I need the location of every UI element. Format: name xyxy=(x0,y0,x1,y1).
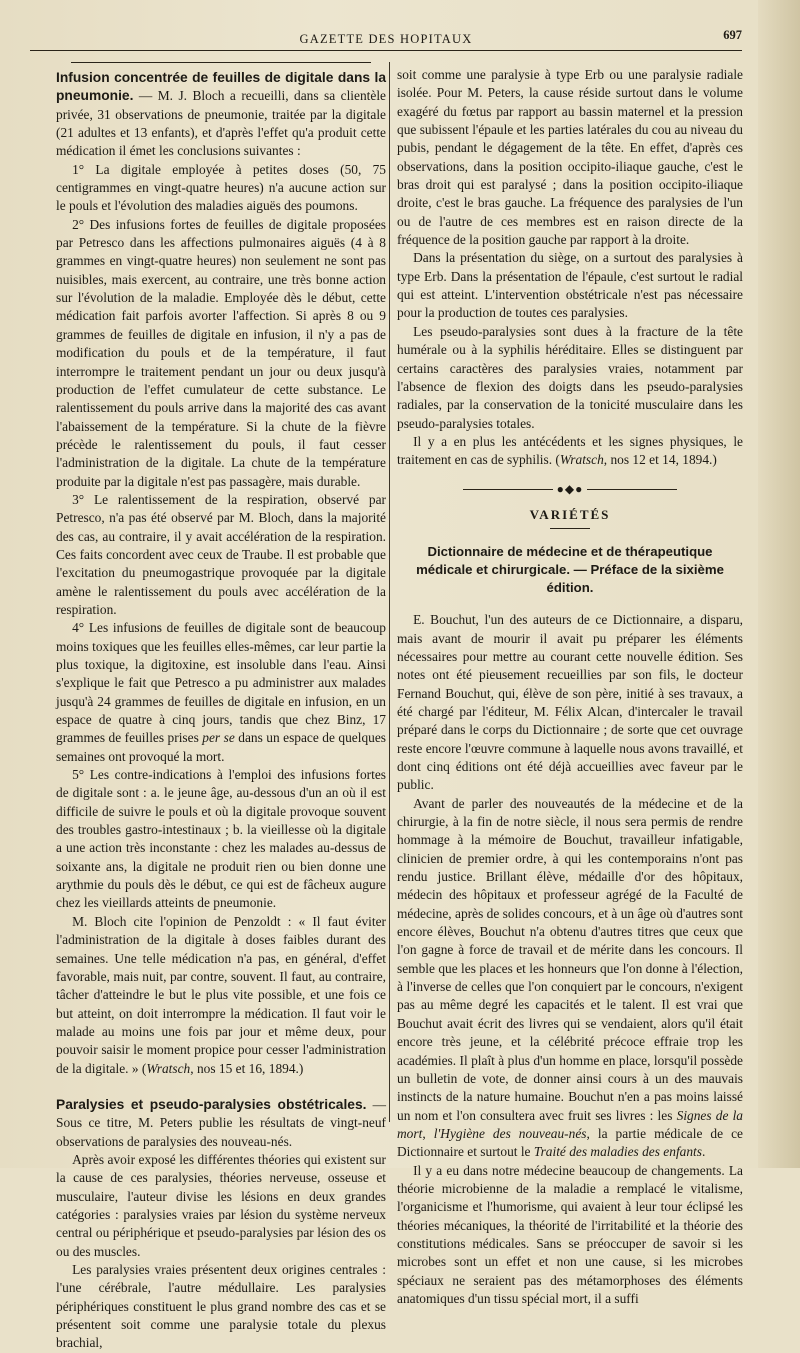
article-title: Dictionnaire de médecine et de thérapeutique médicale et chirurgicale. — Préface de la sixième édition. xyxy=(416,544,724,596)
paragraph-text: — M. J. Bloch a recueilli, dans sa clientèle privée, 31 observations de pneumonie, traitée par la digitale (21 adultes et 13 enfants), et d'après l'effet qu'a produit cette médication il émet les conclusions suivantes : xyxy=(56,88,386,159)
paragraph: Les pseudo-paralysies sont dues à la fracture de la tête humérale ou à la syphilis héréditaire. Elles se distinguent par certains caractères des paralysies vraies, notamment par l'absence de flexion des doigts dans les pseudo-paralysies radiales, par la conservation de la tonicité musculaire dans les pseudo-paralysies totales. xyxy=(397,323,743,431)
paragraph: Il y a eu dans notre médecine beaucoup de changements. La théorie microbienne de la maladie a remplacé le vitalisme, l'organicisme et l'humorisme, qui avaient à leur tour éclipsé les théories mécaniques, la théorité de l'irritabilité et la théorie des constitutions médicales. Sans se préoccuper de savoir si les microbes sont un effet et non une cause, si les microbes spéciaux ne seraient pas des métamorphoses des éléments anatomiques d'un tissu spécial mort, il a suffi xyxy=(397,1162,743,1306)
paragraph-text: , la partie médicale de ce Dictionnaire et surtout le xyxy=(397,1125,743,1160)
paragraph xyxy=(56,913,386,1078)
paragraph-text: , nos 12 et 14, 1894.) xyxy=(603,452,717,468)
section-heading: VARIÉTÉS xyxy=(529,506,611,522)
paragraph: soit comme une paralysie à type Erb ou une paralysie radiale isolée. Pour M. Peters, la cause réside surtout dans le volume exagéré du fœtus par rapport au bassin maternel et la pression que subissent l'épaule et les parties latérales du cou au niveau du pubis, pendant le dégagement de la tête. En effet, d'après ces observations, dans la position occipito-iliaque gauche, c'est le bras droit qui est paralysé ; dans la position occipito-iliaque droite, c'est le bras gauche. La fréquence des paralysies de l'un ou de l'autre de ces membres est en raison directe de la fréquence de la position gauche par rapport à la droite. xyxy=(397,67,743,248)
paragraph: 5° Les contre-indications à l'emploi des infusions fortes de digitale sont : a. le jeune âge, au-dessous d'un an où il est difficile de suivre le pouls et où la digitale provoque souvent des troubles gastro-intestinaux ; b. la vieillesse où la digitale a une action très inconstante : chez les malades au-dessus de soixante ans, la digitale ne produit rien ou bien donne une arythmie du pouls dès le début, ce qui est de fâcheux augure chez les vieillards atteints de pneumonie. xyxy=(56,767,386,911)
article-title: Infusion concentrée de feuilles de digitale dans la pneumonie. xyxy=(56,70,386,104)
ornament-divider: ●◆● xyxy=(397,480,743,498)
article-paralysies-lead xyxy=(56,1096,386,1151)
column-divider xyxy=(389,62,390,1122)
paragraph-text: 4° Les infusions de feuilles de digitale sont de beaucoup moins toxiques que les feuilles elles-mêmes, car leur partie la plus toxique, la digitoxine, est insoluble dans l'eau. Ainsi s'explique le fait que Petresco a pu administrer aux malades jusqu'à 24 grammes de feuilles de digitale en infusion, en un espace de quatre à cinq jours, tandis que chez Binz, 17 grammes de feuilles prises xyxy=(56,620,386,746)
section-rule xyxy=(550,528,590,529)
source-citation: Wratsch xyxy=(146,1060,191,1076)
paragraph: Après avoir exposé les différentes théories qui existent sur la cause de ces paralysies, théories nerveuse, osseuse et musculaire, l'auteur divise les lésions en deux grandes catégories : paralysies vraies par lésion du système nerveux central ou périphérique et pseudo-paralysies par lésion des os ou des muscles. xyxy=(56,1151,386,1259)
paragraph: E. Bouchut, l'un des auteurs de ce Dictionnaire, a disparu, mais avant de mourir il avait pu préparer les éléments nécessaires pour mettre au courant cette nouvelle édition. Ses notes ont été pieusement recueillies par son fils, le docteur Fernand Bouchut, qui, élève de son père, initié à ses travaux, a été chargé par l'éditeur, M. Félix Alcan, d'intercaler le travail préparé dans le corps du Dictionnaire ; de sorte que cet ouvrage reste encore l'œuvre commune à laquelle nous avons travaillé, et dont cinq éditions ont été déjà accueillies avec faveur par le public. xyxy=(397,612,743,793)
journal-title: GAZETTE DES HOPITAUX xyxy=(299,32,473,46)
paragraph: 2° Des infusions fortes de feuilles de digitale proposées par Petresco dans les affections pulmonaires aiguës (4 à 8 grammes en vingt-quatre heures) non seulement ne sont pas nuisibles, mais exercent, au contraire, une très bonne action sur l'évolution de la maladie. Employée dès le début, cette médication fait parfois avorter l'affection. Si après 8 ou 9 grammes de feuilles de digitale en infusion, il n'y a pas de modification du pouls et de la température, il faut interrompre le traitement pendant un jour ou deux jusqu'à production de l'effet cumulateur de cette substance. Le ralentissement du pouls arrive dans la majorité des cas avant l'abaissement de la température. Si la chute de la fièvre précède le ralentissement du pouls, il faut cesser l'administration de la digitale. La chute de la température produite par la digitale n'est pas passagère, mais durable. xyxy=(56,216,386,489)
article-digitale xyxy=(56,69,386,1078)
paragraph: Avant de parler des nouveautés de la médecine et de la chirurgie, à la fin de notre siècle, il nous sera permis de rendre hommage à la mémoire de Bouchut, travailleur infatigable, clinicien de premier ordre, à qui les contemporains n'ont pas rendu justice. Brillant élève, médaille d'or des hôpitaux, médecin des hôpitaux et professeur agrégé de la Faculté de médecine, après de solides concours, et à un âge où d'autres sont encore élèves, Bouchut n'a obtenu d'autres titres que ceux que l'on gagne à force de travail et de mérite dans les concours. Il semble que les places et les honneurs que l'on donne à l'élection, à l'inverse de celles que l'on conquiert par le concours, n'exigent pas au même degré les capacités et le talent. Il est vrai que Bouchut avait écrit des livres qui se vendaient, alors qu'il était encore très jeune, et la célébrité précoce effraie trop les académies. Il plaît à plus d'un homme en place, lorsqu'il possède un bulletin de vote, de donner ainsi cours à un des mauvais instincts de la nature humaine. Bouchut n'en a pas moins laissé un nom et l'on consultera avec fruit ses livres : les Signes de la mort, l'Hygiène des nouveau-nés, la partie médicale de ce Dictionnaire et surtout le Traité des maladies des enfants. xyxy=(397,795,743,1160)
paragraph xyxy=(397,433,743,470)
paragraph-text: dans un espace de quelques semaines ont provoqué la mort. xyxy=(56,730,386,764)
book-title: l'Hygiène des nouveau-nés xyxy=(433,1125,587,1141)
page-edge xyxy=(758,0,800,1168)
article-title: Paralysies et pseudo-paralysies obstétricales. xyxy=(56,1096,367,1112)
column-top-rule xyxy=(71,62,371,63)
paragraph-text: Avant de parler des nouveautés de la médecine et de la chirurgie, à la fin de notre siècle, il nous sera permis de rendre hommage à la mémoire de Bouchut, travailleur infatigable, clinicien de premier ordre, à qui les contemporains n'ont pas rendu justice. Brillant élève, médaille d'or des hôpitaux, médecin des hôpitaux et professeur agrégé de la Faculté de médecine, après de solides concours, et à un âge où d'autres sont encore élèves, Bouchut n'a obtenu d'autres titres que ceux que l'on gagne à force de travail et de mérite dans les concours. Il semble que les places et les honneurs que l'on donne à l'élection, à l'inverse de celles que l'on conquiert par le concours, n'exigent pas au même degré les capacités et le talent. Il est vrai que Bouchut avait écrit des livres qui se vendaient, alors qu'il était encore très jeune, et la célébrité précoce effraie trop les académies. Il plaît à plus d'un homme en place, lorsqu'il possède un bulletin de vote, de donner ainsi cours à un des mauvais instincts de la nature humaine. Bouchut n'en a pas moins laissé un nom et l'on consultera avec fruit ses livres : les xyxy=(397,795,743,1123)
paragraph: Les paralysies vraies présentent deux origines centrales : l'une cérébrale, l'autre médullaire. Les paralysies périphériques constituent le plus grand nombre des cas et se présentent soit comme une paralysie totale du plexus brachial, xyxy=(56,1262,386,1351)
source-citation: Wratsch xyxy=(559,452,604,468)
spacer xyxy=(56,1078,386,1096)
article-digitale-lead xyxy=(56,69,386,161)
paragraph-text: M. Bloch cite l'opinion de Penzoldt : « Il faut éviter l'administration de la digitale à doses faibles durant des semaines. Une telle médication n'a pas, en général, d'effet favorable, mais nuit, par contre, souvent. Il faut, au contraire, tâcher d'atteindre le but le plus vite possible, et une fois ce but atteint, on doit interrompre la médication. Il faut voir le malade au moins une fois par jour et même deux, pour pouvoir saisir le moment propice pour cesser l'administration de la digitale. » ( xyxy=(56,913,386,1076)
right-column xyxy=(397,66,743,1308)
left-column xyxy=(56,60,386,1353)
book-title: Traité des maladies des enfants xyxy=(533,1144,702,1160)
paragraph: 1° La digitale employée à petites doses (50, 75 centigrammes en vingt-quatre heures) n'a aucune action sur le pouls et l'évolution des maladies aiguës des poumons. xyxy=(56,161,386,214)
page-number: 697 xyxy=(723,28,742,42)
paragraph-text: Il y a en plus les antécédents et les signes physiques, le traitement en cas de syphilis. ( xyxy=(397,433,743,468)
paragraph: Dans la présentation du siège, on a surtout des paralysies à type Erb. Dans la présentation de l'épaule, c'est surtout le radial qui est atteint. L'intervention obstétricale n'est pas nécessaire pour la production de toutes ces paralysies. xyxy=(397,250,743,321)
paragraph: 3° Le ralentissement de la respiration, observé par Petresco, n'a pas été observé par M. Bloch, dans la majorité des cas, au contraire, il y avait accélération de la respiration. Ces faits concordent avec ceux de Traube. Il est probable que l'excitation du pneumogastrique provoquée par la digitale amène le ralentissement du pouls avec accélération de la respiration. xyxy=(56,491,386,617)
latin-phrase: per se xyxy=(202,730,235,746)
paragraph-text: — Sous ce titre, M. Peters publie les résultats de vingt-neuf observations de paralysies des nouveau-nés. xyxy=(56,1096,386,1149)
article-paralysies xyxy=(56,1096,386,1353)
page-header xyxy=(30,26,742,51)
paragraph xyxy=(56,619,386,766)
paragraph-text: , nos 15 et 16, 1894.) xyxy=(190,1060,304,1076)
book-title: Signes de la mort xyxy=(397,1107,743,1141)
